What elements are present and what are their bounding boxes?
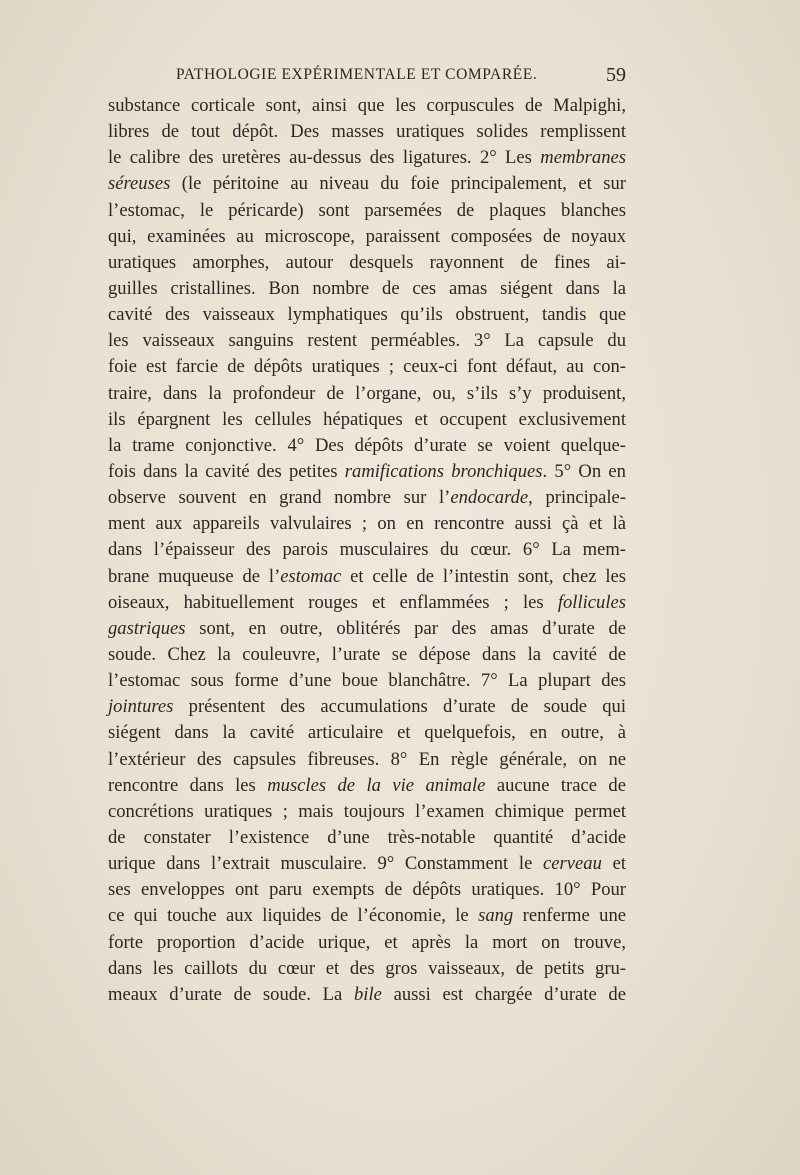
text-line: [108, 982, 626, 1008]
italic-term: follicules: [557, 591, 626, 613]
text-line: [108, 433, 626, 459]
text-segment: les vaisseaux sanguins restent perméables. 3° La capsule du: [108, 330, 626, 352]
text-segment: la trame conjonctive. 4° Des dépôts d’urate se voient quelque-: [108, 434, 626, 456]
page-number: 59: [606, 64, 626, 86]
text-line: [108, 537, 626, 563]
text-line: [108, 302, 626, 328]
text-line: [108, 224, 626, 250]
text-line: [108, 930, 626, 956]
italic-term: sang: [478, 905, 514, 927]
text-line: [108, 171, 626, 197]
text-line: [108, 747, 626, 773]
text-line: [108, 590, 626, 616]
text-segment: qui, examinées au microscope, paraissent composées de noyaux: [108, 225, 626, 247]
text-line: [108, 276, 626, 302]
text-line: [108, 381, 626, 407]
italic-term: membranes: [540, 147, 626, 169]
text-line: [108, 145, 626, 171]
text-line: [108, 119, 626, 145]
text-segment: (le péritoine au niveau du foie principalement, et sur: [170, 173, 626, 195]
text-line: [108, 407, 626, 433]
text-segment: siégent dans la cavité articulaire et quelquefois, en outre, à: [108, 722, 626, 744]
text-segment: libres de tout dépôt. Des masses uratiques solides remplissent: [108, 121, 626, 143]
text-line: [108, 668, 626, 694]
text-line: [108, 250, 626, 276]
text-segment: ses enveloppes ont paru exempts de dépôts uratiques. 10° Pour: [108, 879, 626, 901]
italic-term: gastriques: [108, 617, 186, 639]
text-line: [108, 877, 626, 903]
text-line: [108, 825, 626, 851]
text-segment: forte proportion d’acide urique, et après la mort on trouve,: [108, 931, 626, 953]
italic-term: estomac: [280, 565, 342, 587]
italic-term: ramifications bronchiques: [344, 460, 543, 482]
text-line: [108, 642, 626, 668]
text-segment: ce qui touche aux liquides de l’économie, le: [108, 905, 479, 927]
text-line: [108, 720, 626, 746]
text-line: [108, 93, 626, 119]
italic-term: bile: [354, 983, 382, 1005]
italic-term: muscles de la vie animale: [267, 774, 486, 796]
text-line: [108, 694, 626, 720]
text-line: [108, 198, 626, 224]
text-segment: présentent des accumulations d’urate de soude qui: [173, 696, 626, 718]
text-segment: brane muqueuse de l’: [108, 565, 281, 587]
text-segment: le calibre des uretères au-dessus des ligatures. 2° Les: [108, 147, 541, 169]
text-line: [108, 564, 626, 590]
text-line: [108, 851, 626, 877]
text-line: [108, 773, 626, 799]
text-segment: . 5° On en: [542, 460, 626, 482]
text-segment: fois dans la cavité des petites: [108, 460, 345, 482]
text-segment: dans les caillots du cœur et des gros vaisseaux, de petits gru-: [108, 957, 626, 979]
text-segment: observe souvent en grand nombre sur l’: [108, 487, 451, 509]
text-segment: , principale-: [528, 487, 627, 509]
italic-term: jointures: [108, 696, 174, 718]
text-segment: foie est farcie de dépôts uratiques ; ceux-ci font défaut, au con-: [108, 356, 626, 378]
text-line: [108, 354, 626, 380]
italic-term: endocarde: [450, 487, 529, 509]
text-segment: substance corticale sont, ainsi que les corpuscules de Malpighi,: [108, 95, 626, 116]
text-segment: urique dans l’extrait musculaire. 9° Constamment le: [108, 853, 544, 875]
text-line: [108, 485, 626, 511]
text-line: [108, 459, 626, 485]
text-segment: l’estomac, le péricarde) sont parsemées de plaques blanches: [108, 199, 626, 221]
text-segment: uratiques amorphes, autour desquels rayonnent de fines ai-: [108, 251, 626, 273]
text-segment: aucune trace de: [485, 774, 626, 796]
text-line: [108, 903, 626, 929]
italic-term: séreuses: [108, 173, 171, 195]
text-segment: et celle de l’intestin sont, chez les: [341, 565, 626, 587]
text-line: [108, 799, 626, 825]
text-segment: aussi est chargée d’urate de: [381, 983, 626, 1005]
text-line: [108, 956, 626, 982]
text-segment: l’estomac sous forme d’une boue blanchâtre. 7° La plupart des: [108, 670, 626, 692]
running-title: PATHOLOGIE EXPÉRIMENTALE ET COMPARÉE.: [176, 66, 538, 83]
text-segment: concrétions uratiques ; mais toujours l’examen chimique permet: [108, 800, 626, 822]
text-segment: sont, en outre, oblitérés par des amas d’urate de: [185, 617, 626, 639]
text-segment: rencontre dans les: [108, 774, 268, 796]
text-segment: et: [601, 853, 626, 875]
text-segment: cavité des vaisseaux lymphatiques qu’ils obstruent, tandis que: [108, 304, 626, 326]
text-segment: oiseaux, habituellement rouges et enflammées ; les: [108, 591, 558, 613]
text-segment: de constater l’existence d’une très-notable quantité d’acide: [108, 826, 626, 848]
text-segment: dans l’épaisseur des parois musculaires du cœur. 6° La mem-: [108, 539, 626, 561]
page-header: [108, 62, 626, 88]
italic-term: cerveau: [543, 853, 602, 875]
text-segment: l’extérieur des capsules fibreuses. 8° En règle générale, on ne: [108, 748, 626, 770]
text-line: [108, 328, 626, 354]
text-segment: traire, dans la profondeur de l’organe, ou, s’ils s’y produisent,: [108, 382, 626, 404]
text-segment: ils épargnent les cellules hépatiques et occupent exclusivement: [108, 408, 626, 430]
text-segment: meaux d’urate de soude. La: [108, 983, 354, 1005]
text-segment: renferme une: [513, 905, 626, 927]
body-text: [108, 93, 626, 1008]
text-segment: soude. Chez la couleuvre, l’urate se dépose dans la cavité de: [108, 643, 626, 665]
text-segment: guilles cristallines. Bon nombre de ces amas siégent dans la: [108, 277, 626, 299]
text-line: [108, 511, 626, 537]
text-segment: ment aux appareils valvulaires ; on en rencontre aussi çà et là: [108, 513, 626, 535]
text-line: [108, 616, 626, 642]
